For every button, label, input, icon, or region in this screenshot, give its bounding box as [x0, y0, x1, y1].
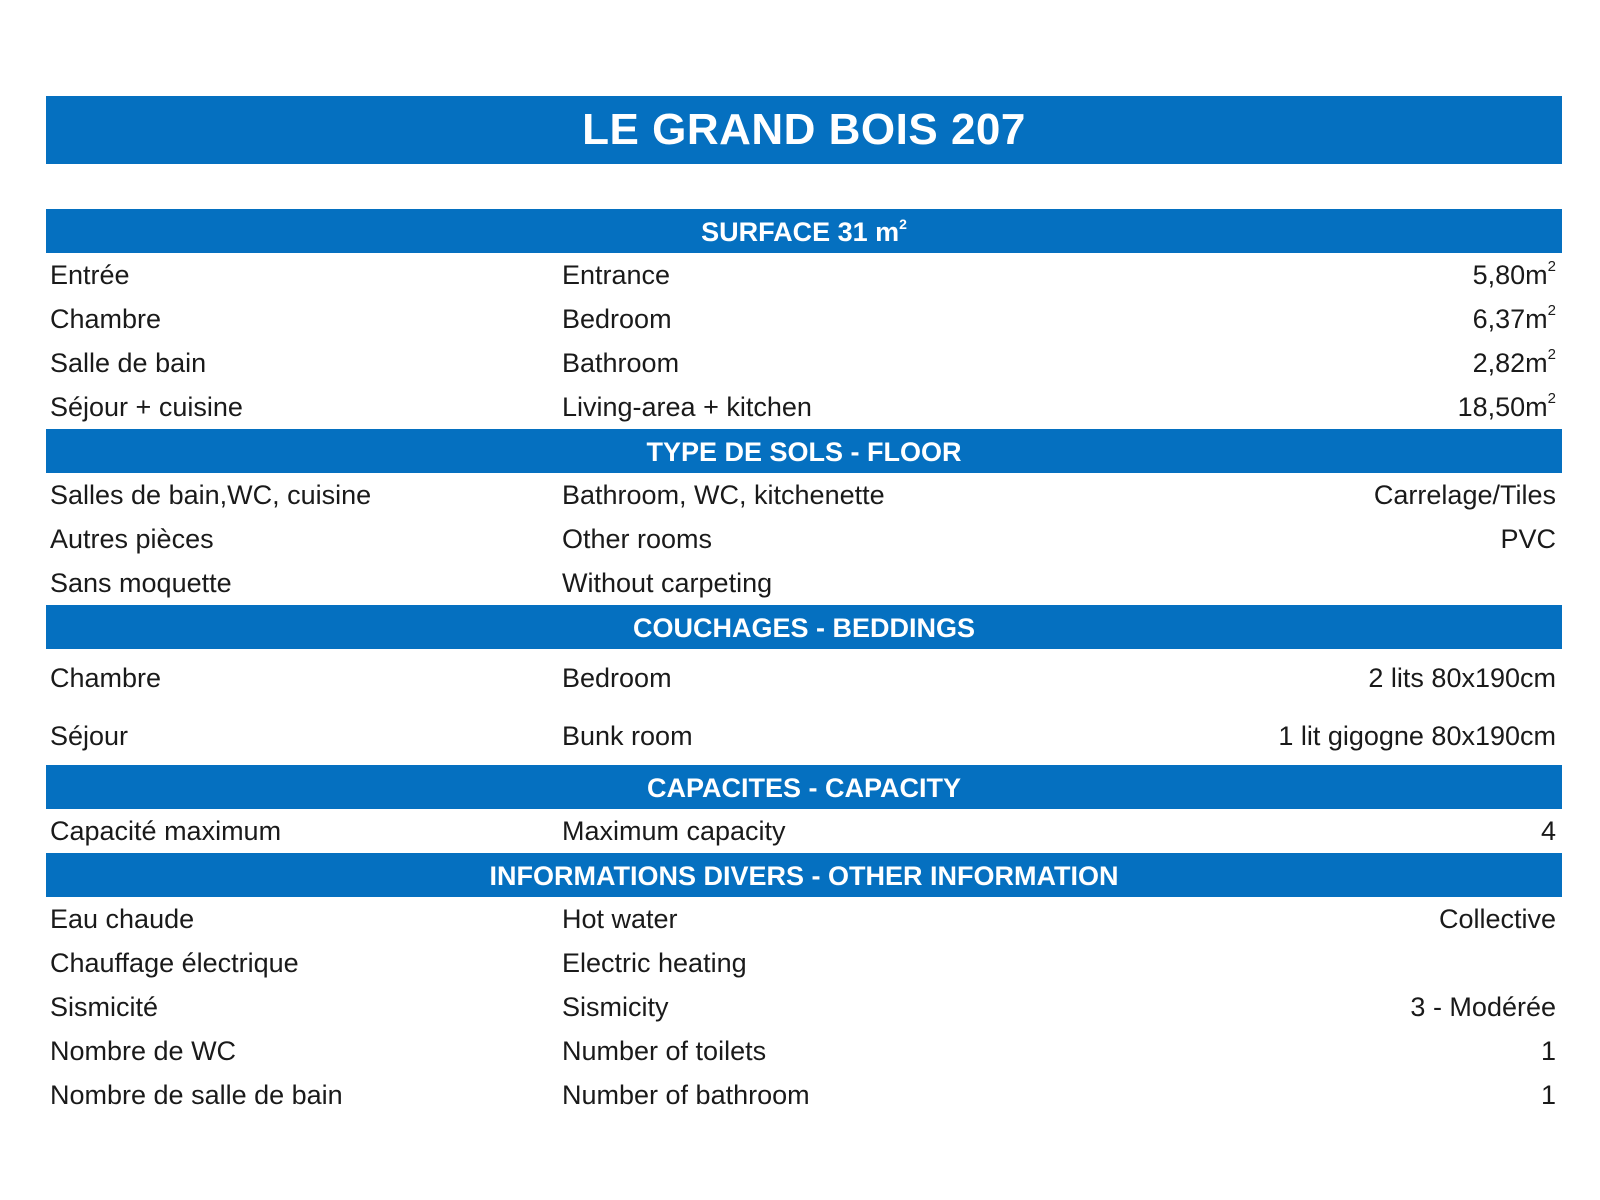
- floor-label-fr: Autres pièces: [50, 523, 214, 554]
- surface-value-unit-sup: 2: [1547, 389, 1556, 407]
- other-info-label-fr: Sismicité: [50, 991, 159, 1022]
- other-info-label-fr: Nombre de salle de bain: [50, 1079, 343, 1110]
- other-info-row: [46, 941, 1562, 985]
- surface-row: [46, 297, 1562, 341]
- section-header-beddings: COUCHAGES - BEDDINGS: [46, 605, 1562, 649]
- property-sheet: [46, 96, 1562, 1117]
- other-info-label-fr: Eau chaude: [50, 903, 195, 934]
- title-spacer: [46, 164, 1562, 209]
- surface-value-text: 6,37m: [1472, 303, 1548, 334]
- surface-label-fr: Salle de bain: [50, 347, 207, 378]
- section-header-floor: TYPE DE SOLS - FLOOR: [46, 429, 1562, 473]
- surface-row: [46, 385, 1562, 429]
- other-info-label-en: Number of toilets: [562, 1035, 767, 1066]
- bedding-label-en: Bedroom: [562, 662, 672, 693]
- other-info-row: [46, 897, 1562, 941]
- section-header-surface: [46, 209, 1562, 253]
- bedding-value: 2 lits 80x190cm: [1368, 662, 1556, 693]
- other-info-label-en: Electric heating: [562, 947, 747, 978]
- surface-value-text: 18,50m: [1457, 391, 1548, 422]
- other-info-value: 3 - Modérée: [1410, 991, 1556, 1022]
- other-info-row: [46, 1029, 1562, 1073]
- surface-row: [46, 253, 1562, 297]
- surface-value-unit-sup: 2: [1547, 301, 1556, 319]
- page-title: LE GRAND BOIS 207: [46, 96, 1562, 164]
- surface-value-unit-sup: 2: [1547, 345, 1556, 363]
- surface-value: [1457, 389, 1556, 423]
- capacity-value: 4: [1540, 815, 1556, 846]
- bedding-label-fr: Chambre: [50, 662, 162, 693]
- surface-label-fr: Chambre: [50, 303, 162, 334]
- floor-label-en: Without carpeting: [562, 567, 773, 598]
- section-header-capacity: CAPACITES - CAPACITY: [46, 765, 1562, 809]
- floor-label-en: Bathroom, WC, kitchenette: [562, 479, 885, 510]
- surface-value-text: 5,80m: [1472, 259, 1548, 290]
- floor-label-en: Other rooms: [562, 523, 713, 554]
- other-info-value: 1: [1540, 1035, 1556, 1066]
- bedding-label-en: Bunk room: [562, 720, 693, 751]
- surface-label-en: Entrance: [562, 259, 671, 290]
- surface-header-text: SURFACE 31 m: [701, 217, 900, 247]
- floor-row: [46, 561, 1562, 605]
- surface-label-en: Living-area + kitchen: [562, 391, 812, 422]
- surface-value: [1472, 301, 1556, 335]
- bedding-value: 1 lit gigogne 80x190cm: [1278, 720, 1556, 751]
- other-info-label-fr: Nombre de WC: [50, 1035, 237, 1066]
- other-info-row: [46, 985, 1562, 1029]
- surface-label-fr: Séjour + cuisine: [50, 391, 243, 422]
- floor-row: [46, 517, 1562, 561]
- surface-value: [1472, 257, 1556, 291]
- other-info-row: [46, 1073, 1562, 1117]
- floor-label-fr: Salles de bain,WC, cuisine: [50, 479, 372, 510]
- other-info-label-en: Sismicity: [562, 991, 669, 1022]
- floor-label-fr: Sans moquette: [50, 567, 232, 598]
- section-header-other-information: INFORMATIONS DIVERS - OTHER INFORMATION: [46, 853, 1562, 897]
- other-info-value: 1: [1540, 1079, 1556, 1110]
- surface-header-unit-sup: 2: [899, 216, 907, 232]
- floor-row: [46, 473, 1562, 517]
- capacity-row: [46, 809, 1562, 853]
- bedding-row: [46, 649, 1562, 707]
- surface-label-en: Bathroom: [562, 347, 680, 378]
- surface-value-text: 2,82m: [1472, 347, 1548, 378]
- surface-label-fr: Entrée: [50, 259, 130, 290]
- floor-value: PVC: [1500, 523, 1556, 554]
- floor-value: Carrelage/Tiles: [1373, 479, 1556, 510]
- other-info-label-fr: Chauffage électrique: [50, 947, 299, 978]
- surface-value: [1472, 345, 1556, 379]
- capacity-label-fr: Capacité maximum: [50, 815, 282, 846]
- capacity-label-en: Maximum capacity: [562, 815, 786, 846]
- surface-value-unit-sup: 2: [1547, 257, 1556, 275]
- other-info-label-en: Hot water: [562, 903, 678, 934]
- surface-label-en: Bedroom: [562, 303, 672, 334]
- bedding-label-fr: Séjour: [50, 720, 129, 751]
- surface-row: [46, 341, 1562, 385]
- other-info-value: Collective: [1438, 903, 1556, 934]
- bedding-row: [46, 707, 1562, 765]
- other-info-label-en: Number of bathroom: [562, 1079, 810, 1110]
